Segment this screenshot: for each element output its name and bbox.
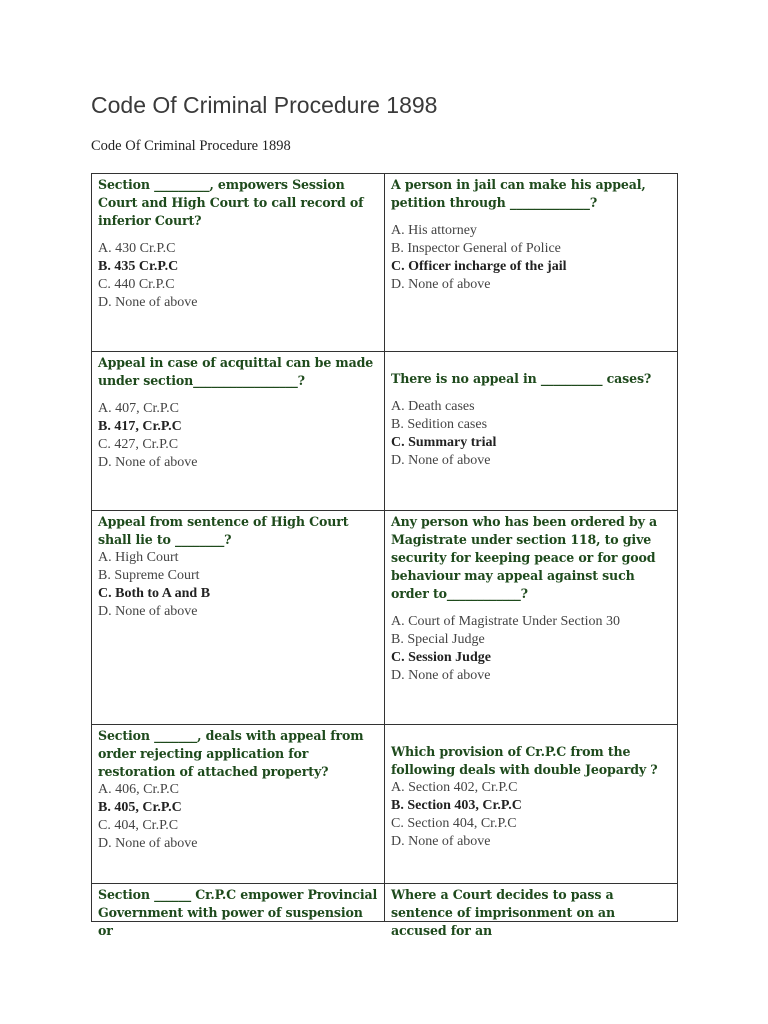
option-b-correct: B. 405, Cr.P.C: [98, 800, 182, 815]
option-c: C. Section 404, Cr.P.C: [391, 816, 517, 831]
question-text: A person in jail can make his appeal, petition through _____________?: [391, 177, 646, 210]
question-cell: [385, 884, 678, 938]
question-cell: [385, 725, 678, 884]
option-b: B. Inspector General of Police: [391, 241, 561, 256]
question-text: Appeal in case of acquittal can be made under section_________________?: [98, 355, 374, 388]
option-a: A. 407, Cr.P.C: [98, 401, 179, 416]
option-d: D. None of above: [98, 604, 198, 619]
question-text: Which provision of Cr.P.C from the following deals with double Jeopardy ?: [391, 744, 658, 777]
table-row: [92, 174, 678, 352]
option-a: A. Death cases: [391, 399, 475, 414]
question-text: Section ______ Cr.P.C empower Provincial Government with power of suspension or: [98, 887, 378, 938]
question-cell: [385, 511, 678, 725]
option-c-correct: C. Officer incharge of the jail: [391, 259, 567, 274]
option-a: A. Section 402, Cr.P.C: [391, 780, 518, 795]
option-d: D. None of above: [98, 455, 198, 470]
option-c-correct: C. Both to A and B: [98, 586, 211, 601]
document-subtitle: Code Of Criminal Procedure 1898: [91, 138, 291, 154]
mcq-table: [91, 173, 678, 938]
option-c: C. 440 Cr.P.C: [98, 277, 175, 292]
question-cell: [92, 884, 385, 938]
option-b: B. Special Judge: [391, 632, 485, 647]
table-row: [92, 352, 678, 511]
question-cell: [385, 174, 678, 352]
option-b: B. Sedition cases: [391, 417, 488, 432]
question-cell: [385, 352, 678, 511]
question-text: Where a Court decides to pass a sentence of imprisonment on an accused for an: [391, 887, 615, 938]
option-b-correct: B. Section 403, Cr.P.C: [391, 798, 522, 813]
question-text: Section _______, deals with appeal from order rejecting application for restoration of attached property?: [98, 728, 364, 779]
table-row: [92, 884, 678, 922]
option-b: B. Supreme Court: [98, 568, 200, 583]
option-d: D. None of above: [391, 668, 491, 683]
option-d: D. None of above: [391, 834, 491, 849]
question-cell: [92, 725, 385, 884]
option-d: D. None of above: [98, 295, 198, 310]
question-cell: [92, 511, 385, 725]
option-d: D. None of above: [391, 453, 491, 468]
option-c: C. 427, Cr.P.C: [98, 437, 179, 452]
option-b-correct: B. 417, Cr.P.C: [98, 419, 182, 434]
option-c-correct: C. Summary trial: [391, 435, 497, 450]
question-text: There is no appeal in __________ cases?: [391, 371, 652, 386]
question-cell: [92, 174, 385, 352]
question-cell: [92, 352, 385, 511]
option-c: C. 404, Cr.P.C: [98, 818, 179, 833]
page-title: Code Of Criminal Procedure 1898: [91, 92, 438, 118]
question-text: Appeal from sentence of High Court shall lie to ________?: [98, 514, 349, 547]
option-a: A. High Court: [98, 550, 179, 565]
option-a: A. 406, Cr.P.C: [98, 782, 179, 797]
option-a: A. Court of Magistrate Under Section 30: [391, 614, 621, 629]
table-row: [92, 725, 678, 884]
option-c-correct: C. Session Judge: [391, 650, 491, 665]
table-row: [92, 511, 678, 725]
option-d: D. None of above: [391, 277, 491, 292]
question-text: Any person who has been ordered by a Magistrate under section 118, to give security for keeping peace or for good behaviour may appeal against such order to____________?: [391, 514, 658, 601]
question-text: Section _________, empowers Session Court and High Court to call record of inferior Court?: [98, 177, 364, 228]
option-d: D. None of above: [98, 836, 198, 851]
option-a: A. His attorney: [391, 223, 477, 238]
option-b-correct: B. 435 Cr.P.C: [98, 259, 179, 274]
option-a: A. 430 Cr.P.C: [98, 241, 176, 256]
